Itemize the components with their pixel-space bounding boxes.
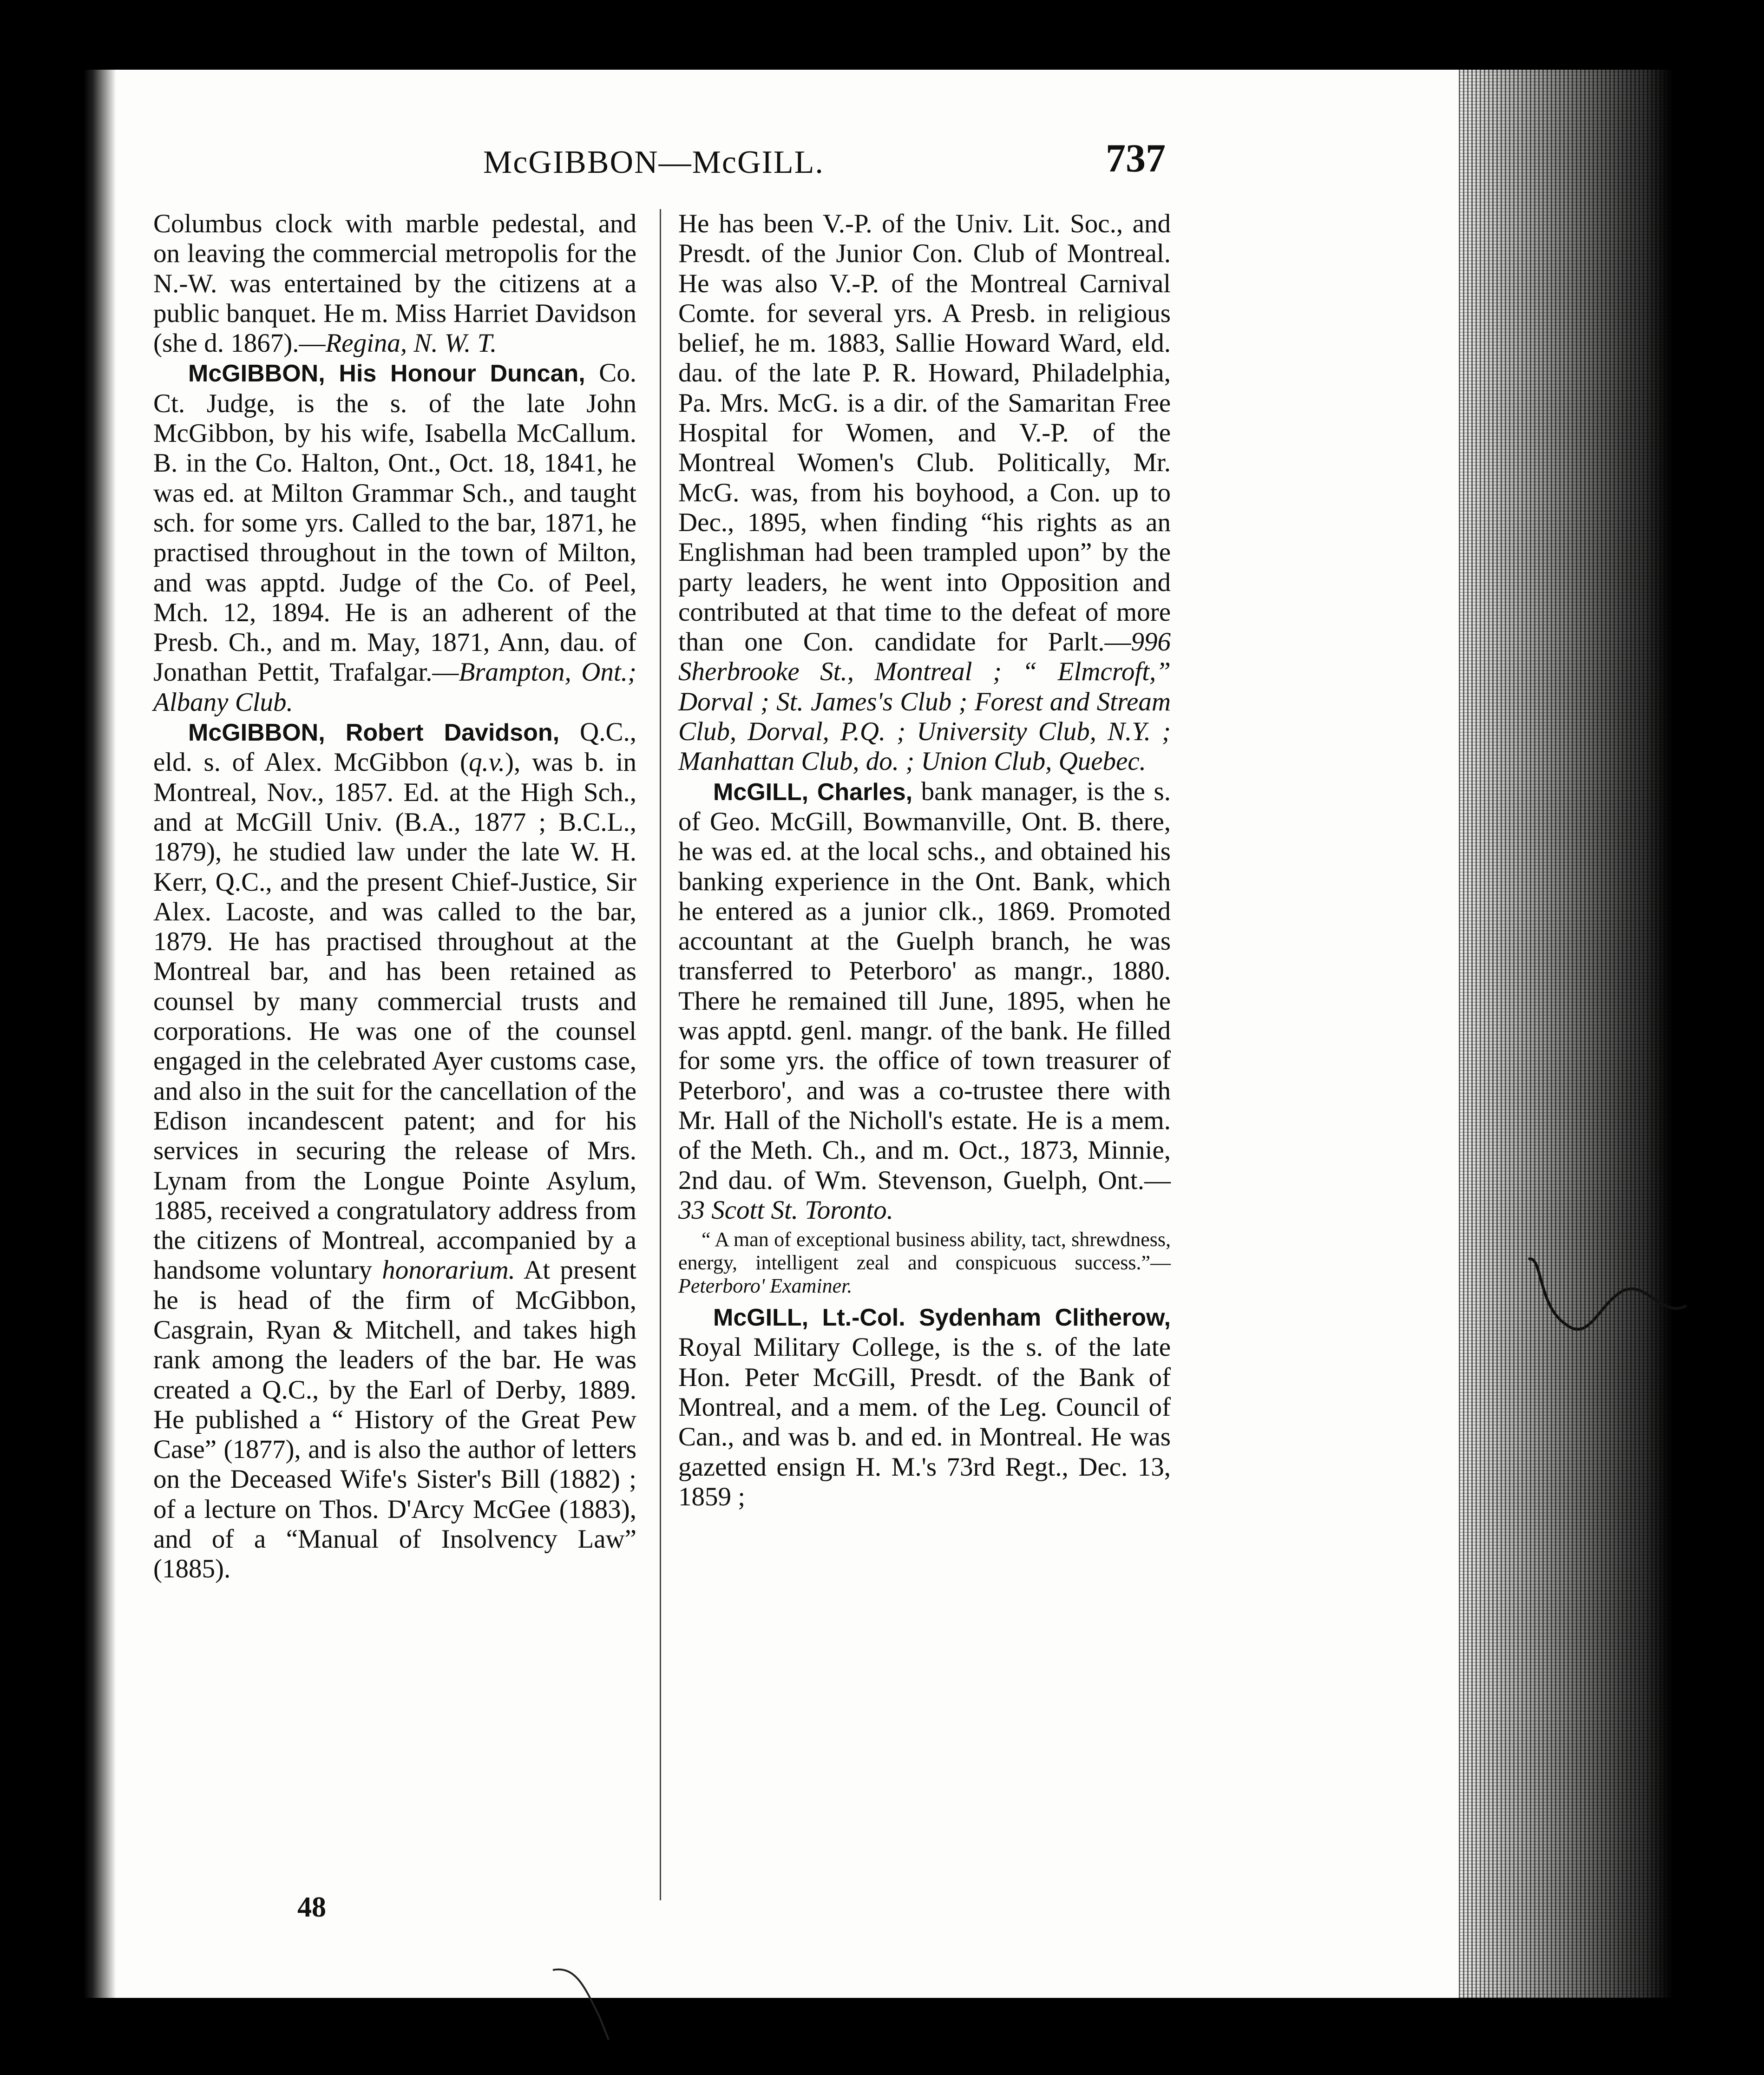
running-head: McGIBBON—McGILL. [483,144,824,180]
cross-reference: q.v. [468,748,505,777]
entry-text: He has been V.-P. of the Univ. Lit. Soc., and Presdt. of the Junior Con. Club of Montreal. He was also V.-P. of the Montreal Carnival Comte. for several yrs. A Presb. in religious belief, he m. 1883, Sallie Howard Ward, eld. dau. of the late P. R. Howard, Philadelphia, Pa. Mrs. McG. is a dir. of the Samaritan Free Hospital for Women, and V.-P. of the Montreal Women's Club. Politically, Mr. McG. was, from his boyhood, a Con. up to Dec., 1895, when finding “his rights as an Englishman had been trampled upon” by the party leaders, he went into Opposition and contributed at that time to the defeat of more than one Con. candidate for Parlt.— [678,209,1171,657]
entry-name: McGILL, Lt.-Col. Sydenham Clitherow, [713,1304,1171,1332]
entry-address: Regina, N. W. T. [325,328,497,358]
quote-source: Peterboro' Examiner. [678,1274,852,1298]
entry-text: Columbus clock with marble pedestal, and on leaving the commercial metropolis for the N.-W. was entertained by the citizens at a public banquet. He m. Miss Harriet Davidson (she d. 1867).— [153,209,636,358]
italic-word: honorarium. [382,1255,515,1285]
column-divider [660,209,661,1900]
scan-left-edge [65,70,116,1998]
entry-mcgill-sydenham [678,1302,1171,1512]
entry-text: Co. Ct. Judge, is the s. of the late John McGibbon, by his wife, Isabella McCallum. B. in the Co. Halton, Ont., Oct. 18, 1841, he was ed. at Milton Grammar Sch., and taught sch. for some yrs. Called to the bar, 1871, he practised throughout in the town of Milton, and was apptd. Judge of the Co. of Peel, Mch. 12, 1894. He is an adherent of the Presb. Ch., and m. May, 1871, Ann, dau. of Jonathan Pettit, Trafalgar.— [153,358,636,687]
entry-name: McGILL, Charles, [713,778,913,806]
entry-address: 33 Scott St. Toronto. [678,1195,893,1225]
press-quote [678,1228,1171,1298]
entry-mcgibbon-robert [153,717,636,1584]
left-column [153,209,636,1584]
quote-text: “ A man of exceptional business ability, tact, shrewdness, energy, intelligent zeal and conspicuous success.”— [678,1228,1171,1274]
scan-right-edge [1459,70,1672,1998]
entry-text: At present he is head of the firm of McGibbon, Casgrain, Ryan & Mitchell, and takes high rank among the leaders of the bar. He was created a Q.C., by the Earl of Derby, 1889. He published a “ History of the Great Pew Case” (1877), and is also the author of letters on the Deceased Wife's Sister's Bill (1882) ; of a lecture on Thos. D'Arcy McGee (1883), and of a “Manual of Insolvency Law” (1885). [153,1255,636,1584]
entry-address: Brampton, Ont.; Albany Club. [153,657,636,717]
entry-name: McGIBBON, Robert Davidson, [188,719,560,747]
entry-text: Royal Military College, is the s. of the late Hon. Peter McGill, Presdt. of the Bank of Montreal, and a mem. of the Leg. Council of Can., and was b. and ed. in Montreal. He was gazetted ensign H. M.'s 73rd Regt., Dec. 13, 1859 ; [678,1333,1171,1511]
page-number: 737 [1106,136,1166,180]
entry-text: Q.C., eld. s. of Alex. McGibbon ( [153,717,636,777]
entry-text: ), was b. in Montreal, Nov., 1857. Ed. at the High Sch., and at McGill Univ. (B.A., 1877 ; B.C.L., 1879), he studied law under the late W. H. Kerr, Q.C., and the present Chief-Justice, Sir Alex. Lacoste, and was called to the bar, 1879. He has practised throughout at the Montreal bar, and has been retained as counsel by many commercial trusts and corporations. He was one of the counsel engaged in the celebrated Ayer customs case, and also in the suit for the cancellation of the Edison incandescent patent; and for his services in securing the release of Mrs. Lynam from the Longue Pointe Asylum, 1885, received a congratulatory address from the citizens of Montreal, accompanied by a handsome voluntary [153,748,636,1285]
signature-mark: 48 [297,1891,326,1923]
continued-entry [153,209,636,358]
stray-pen-mark [548,1961,632,2044]
stray-ink-curve [1524,1250,1691,1371]
entry-name: McGIBBON, His Honour Duncan, [188,360,585,387]
right-column [678,209,1171,1512]
entry-mcgibbon-duncan [153,358,636,717]
entry-address: 996 Sherbrooke St., Montreal ; “ Elmcroft,” Dorval ; St. James's Club ; Forest and Stream Club, Dorval, P.Q. ; University Club, N.Y. ; Manhattan Club, do. ; Union Club, Quebec. [678,627,1171,776]
entry-text: bank manager, is the s. of Geo. McGill, Bowmanville, Ont. B. there, he was ed. at the local schs., and obtained his banking experience in the Ont. Bank, which he entered as a junior clk., 1869. Promoted accountant at the Guelph branch, he was transferred to Peterboro' as mangr., 1880. There he remained till June, 1895, when he was apptd. genl. mangr. of the bank. He filled for some yrs. the office of town treasurer of Peterboro', and was a co-trustee there with Mr. Hall of the Nicholl's estate. He is a mem. of the Meth. Ch., and m. Oct., 1873, Minnie, 2nd dau. of Wm. Stevenson, Guelph, Ont.— [678,776,1171,1195]
continued-entry [678,209,1171,777]
entry-mcgill-charles [678,777,1171,1225]
